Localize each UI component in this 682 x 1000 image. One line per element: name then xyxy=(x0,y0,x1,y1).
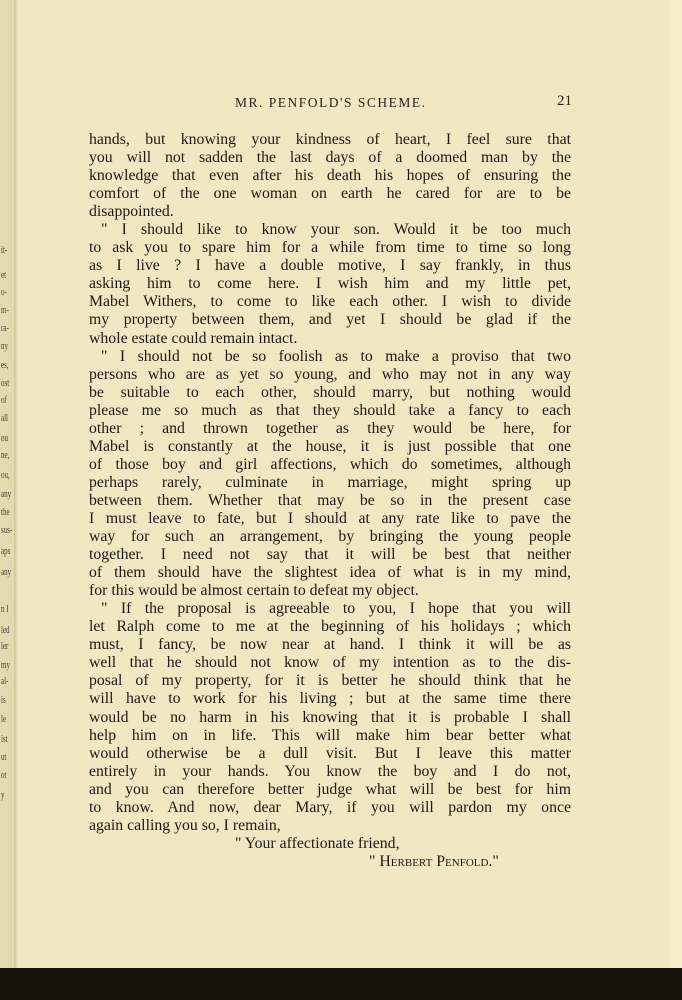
text-line: will have to work for his living ; but at the same time there xyxy=(89,690,571,708)
text-line: knowledge that even after his death his hopes of ensuring the xyxy=(89,167,571,185)
margin-fragment: led xyxy=(1,625,10,636)
margin-fragment: al- xyxy=(1,676,9,687)
margin-fragment: ot xyxy=(1,770,7,781)
margin-fragment: ist xyxy=(1,734,8,745)
text-line: whole estate could remain intact. xyxy=(89,329,298,347)
margin-fragment: es, xyxy=(1,360,9,371)
text-line: for this would be almost certain to defeat my object. xyxy=(89,582,419,600)
margin-fragment: ler xyxy=(1,641,9,652)
text-line: again calling you so, I remain, xyxy=(89,816,281,834)
text-line: " If the proposal is agreeable to you, I hope that you will xyxy=(101,600,571,618)
scan-bottom-border xyxy=(0,968,682,1000)
text-line: perhaps rarely, culminate in marriage, might spring up xyxy=(89,473,571,491)
text-line: be suitable to each other, should marry, but nothing would xyxy=(89,383,571,401)
text-line: would otherwise be a dull visit. But I leave this matter xyxy=(89,744,571,762)
running-head: MR. PENFOLD'S SCHEME. xyxy=(235,95,427,110)
margin-fragment: ut xyxy=(1,752,7,763)
margin-fragment: the xyxy=(1,507,10,518)
page-right-edge xyxy=(670,0,682,1000)
margin-fragment: all xyxy=(1,413,8,424)
text-line: posal of my property, for it is better he should think that he xyxy=(89,672,571,690)
margin-fragment: o- xyxy=(1,287,7,298)
text-line: Mabel is constantly at the house, it is just possible that one xyxy=(89,437,571,455)
page-number: 21 xyxy=(557,93,572,109)
text-line: let Ralph come to me at the beginning of his holidays ; which xyxy=(89,618,571,636)
margin-fragment: aps xyxy=(1,546,11,557)
letter-closing: " Your affectionate friend, xyxy=(235,834,400,852)
text-line: to ask you to spare him for a while from time to time so long xyxy=(89,239,571,257)
text-line: I must leave to fate, but I should at any rate like to pave the xyxy=(89,509,571,527)
letter-signature: " Herbert Penfold." xyxy=(369,852,499,870)
text-line: as I live ? I have a double motive, I say frankly, in thus xyxy=(89,257,571,275)
margin-fragment: ne, xyxy=(1,450,10,461)
margin-fragment: m- xyxy=(1,305,9,316)
text-line: of them should have the slightest idea of what is in my mind, xyxy=(89,564,571,582)
margin-fragment: any xyxy=(1,489,12,500)
text-line: " I should like to know your son. Would it be too much xyxy=(101,221,571,239)
body-text xyxy=(89,131,571,871)
text-line: comfort of the one woman on earth he cared for are to be xyxy=(89,185,571,203)
margin-fragment: ost xyxy=(1,378,10,389)
margin-fragment: is xyxy=(1,695,6,706)
text-line: and you can therefore better judge what will be best for him xyxy=(89,780,571,798)
text-line: to know. And now, dear Mary, if you will pardon my once xyxy=(89,798,571,816)
margin-fragment: ou, xyxy=(1,470,10,481)
text-line: my property between them, and yet I should be glad if the xyxy=(89,311,571,329)
margin-fragment: le xyxy=(1,714,7,725)
text-line: must, I fancy, be now near at hand. I think it will be as xyxy=(89,636,571,654)
text-line: disappointed. xyxy=(89,203,174,221)
margin-fragment: any xyxy=(1,567,12,578)
text-line: well that he should not know of my intention as to the dis- xyxy=(89,654,571,672)
margin-fragment: it- xyxy=(1,245,8,256)
margin-fragment: ny xyxy=(1,341,8,352)
margin-fragment: sus- xyxy=(1,525,13,536)
text-line: would be no harm in his knowing that it is probable I shall xyxy=(89,708,571,726)
margin-fragment: y xyxy=(1,790,5,801)
text-line: asking him to come here. I wish him and my little pet, xyxy=(89,275,571,293)
text-line: Mabel Withers, to come to like each other. I wish to divide xyxy=(89,293,571,311)
margin-fragment: et xyxy=(1,270,7,281)
margin-fragment: ra- xyxy=(1,323,9,334)
text-line: of those boy and girl affections, which do sometimes, although xyxy=(89,455,571,473)
margin-fragment: my xyxy=(1,660,10,671)
text-line: hands, but knowing your kindness of heart, I feel sure that xyxy=(89,131,571,148)
margin-fragment: of xyxy=(1,395,7,406)
text-line: help him on in life. This will make him bear better what xyxy=(89,726,571,744)
text-line: " I should not be so foolish as to make a proviso that two xyxy=(101,347,571,365)
text-line: you will not sadden the last days of a doomed man by the xyxy=(89,149,571,167)
text-line: together. I need not say that it will be best that neither xyxy=(89,546,571,564)
text-line: between them. Whether that may be so in the present case xyxy=(89,491,571,509)
text-line: please me so much as that they should take a fancy to each xyxy=(89,401,571,419)
text-line: persons who are as yet so young, and who may not in any way xyxy=(89,365,571,383)
text-line: way for such an arrangement, by bringing the young people xyxy=(89,528,571,546)
text-line: entirely in your hands. You know the boy and I do not, xyxy=(89,762,571,780)
previous-page-edge xyxy=(0,0,15,1000)
margin-fragment: ou xyxy=(1,433,8,444)
margin-fragment: n I xyxy=(1,604,9,615)
text-line: other ; and thrown together as they would be here, for xyxy=(89,419,571,437)
